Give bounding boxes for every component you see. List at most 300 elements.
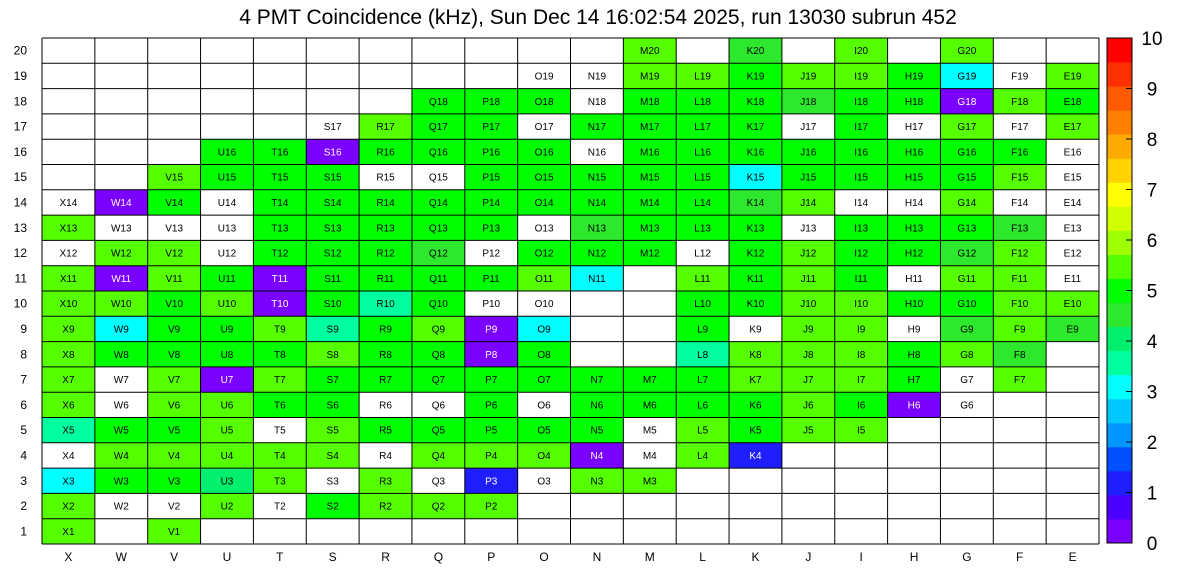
cell-label: X10 [59,299,78,311]
cell-label: I17 [854,122,869,134]
cell-label: Q8 [431,349,446,361]
x-tick-label: N [592,550,602,564]
cell-label: W7 [113,375,129,387]
cell-label: L19 [694,71,711,83]
cell-J20 [782,38,835,63]
cell-label: N16 [587,147,607,159]
cell-label: G7 [960,375,974,387]
cell-label: F11 [1011,273,1028,285]
cell-label: K17 [746,122,765,134]
cell-label: G16 [957,147,977,159]
x-tick-label: E [1068,550,1077,564]
cell-label: U12 [217,248,237,260]
cell-T17 [253,114,306,139]
cell-label: R16 [376,147,395,159]
cell-label: F16 [1011,147,1029,159]
x-tick-label: T [276,550,284,564]
cell-label: J15 [800,172,817,184]
cell-label: Q16 [428,147,448,159]
cell-label: M18 [640,96,660,108]
cell-label: V6 [168,400,181,412]
cell-label: U14 [217,197,237,209]
cell-label: J8 [803,349,814,361]
cell-label: R7 [379,375,392,387]
cell-label: N5 [590,425,604,437]
cell-H2 [888,493,941,518]
cell-label: G14 [957,197,977,209]
cell-label: T12 [271,248,289,260]
cell-label: S4 [326,450,339,462]
cell-label: K19 [746,71,765,83]
cell-label: P9 [485,324,498,336]
cell-O20 [518,38,571,63]
cell-label: T15 [271,172,289,184]
cell-label: X7 [62,375,75,387]
cell-T18 [253,89,306,114]
cell-label: I8 [857,349,866,361]
cell-label: U6 [220,400,234,412]
cell-label: L13 [694,223,711,235]
cell-label: I6 [857,400,866,412]
cell-X19 [42,63,95,88]
colorbar-segment [1107,158,1132,183]
cell-X15 [42,165,95,190]
cell-label: V7 [168,375,181,387]
cell-I4 [835,443,888,468]
cell-label: K9 [749,324,762,336]
cell-label: W13 [110,223,132,235]
colorbar-segment [1107,134,1132,159]
cell-K1 [729,519,782,544]
cell-label: U7 [220,375,234,387]
cell-W15 [95,165,148,190]
cell-label: V1 [168,526,181,538]
cell-label: P12 [482,248,501,260]
cell-label: I18 [854,96,869,108]
cell-label: S14 [323,197,342,209]
cell-label: I9 [857,324,866,336]
cell-label: K14 [746,197,765,209]
cell-label: N7 [590,375,604,387]
cell-Q20 [412,38,465,63]
cell-label: O16 [534,147,554,159]
cell-label: S16 [323,147,342,159]
cell-label: T8 [273,349,286,361]
cell-label: N14 [587,197,607,209]
cell-label: X9 [62,324,75,336]
cell-U17 [201,114,254,139]
cell-label: Q9 [431,324,446,336]
cell-label: F19 [1011,71,1029,83]
cell-X16 [42,139,95,164]
cell-label: V13 [165,223,184,235]
cell-label: G18 [957,96,977,108]
x-tick-label: F [1016,550,1024,564]
cell-L1 [676,519,729,544]
cell-label: S9 [326,324,339,336]
cell-X17 [42,114,95,139]
x-tick-label: M [644,550,655,564]
colorbar-tick-label: 4 [1146,332,1158,353]
cell-H1 [888,519,941,544]
cell-label: K15 [746,172,765,184]
cell-label: X4 [62,450,75,462]
cell-label: W12 [110,248,132,260]
cell-label: Q18 [428,96,448,108]
colorbar-segment [1107,495,1132,520]
y-tick-label: 2 [20,499,27,514]
cell-label: L15 [694,172,711,184]
cell-label: S13 [323,223,342,235]
cell-label: O7 [537,375,551,387]
cell-label: H17 [904,122,924,134]
cell-label: J14 [800,197,817,209]
cell-H20 [888,38,941,63]
cell-label: L11 [694,273,711,285]
cell-I3 [835,468,888,493]
cell-label: W3 [113,476,129,488]
cell-label: M12 [640,248,660,260]
cell-G4 [940,443,993,468]
cell-label: X13 [59,223,78,235]
cell-label: V12 [165,248,184,260]
chart-title: 4 PMT Coincidence (kHz), Sun Dec 14 16:02:54 2025, run 13030 subrun 452 [239,6,957,29]
cell-label: U2 [220,501,234,513]
cell-label: H11 [905,273,923,285]
colorbar-segment [1107,182,1132,207]
cell-label: G10 [957,299,977,311]
cell-label: R2 [379,501,392,513]
cell-label: P17 [482,122,501,134]
cell-W1 [95,519,148,544]
cell-label: K5 [749,425,762,437]
colorbar-tick-label: 0 [1146,534,1158,555]
cell-M11 [623,266,676,291]
cell-label: M17 [640,122,660,134]
cell-label: Q11 [429,273,448,285]
cell-label: L10 [694,299,711,311]
cell-label: N3 [590,476,604,488]
cell-label: H10 [904,299,924,311]
cell-label: P15 [482,172,501,184]
cell-label: W14 [110,197,132,209]
y-tick-label: 7 [20,372,27,387]
colorbar-segment [1107,471,1132,496]
cell-label: F8 [1013,349,1026,361]
colorbar-tick-label: 9 [1146,79,1158,101]
cell-G1 [940,519,993,544]
cell-U20 [201,38,254,63]
cell-label: J19 [800,71,817,83]
y-tick-label: 15 [13,170,27,185]
cell-label: O19 [534,71,554,83]
cell-label: U11 [218,273,236,285]
cell-label: L14 [694,197,711,209]
cell-label: K13 [746,223,765,235]
y-tick-label: 5 [20,423,27,438]
cell-label: X12 [59,248,78,260]
cell-label: E19 [1063,71,1082,83]
cell-N9 [571,316,624,341]
cell-label: H9 [907,324,921,336]
cell-S1 [306,519,359,544]
cell-label: T10 [271,299,289,311]
cell-V16 [148,139,201,164]
cell-label: Q3 [431,476,446,488]
cell-E6 [1046,392,1099,417]
cell-label: S11 [324,273,342,285]
colorbar-tick-label: 3 [1146,382,1158,404]
cell-label: Q7 [431,375,446,387]
cell-F2 [993,493,1046,518]
cell-label: R12 [376,248,395,260]
y-tick-label: 1 [20,524,27,539]
cell-S20 [306,38,359,63]
colorbar-segment [1107,38,1132,63]
cell-G2 [940,493,993,518]
cell-E8 [1046,342,1099,367]
x-tick-label: W [115,550,127,564]
cell-label: I15 [854,172,869,184]
cell-label: O4 [537,450,551,462]
x-tick-label: L [699,550,706,564]
y-tick-label: 14 [13,195,27,210]
x-tick-label: R [381,550,390,564]
x-tick-label: K [751,550,760,564]
cell-label: O15 [534,172,554,184]
cell-E7 [1046,367,1099,392]
cell-label: U4 [220,450,234,462]
cell-H5 [888,418,941,443]
cell-label: E18 [1063,96,1082,108]
cell-E3 [1046,468,1099,493]
cell-label: G17 [957,122,977,134]
cell-label: Q5 [431,425,446,437]
cell-label: F10 [1011,299,1029,311]
cell-label: X8 [62,349,75,361]
cell-label: L5 [697,425,709,437]
y-tick-label: 9 [20,321,27,336]
cell-label: W6 [113,400,129,412]
y-tick-label: 11 [14,271,27,286]
colorbar-segment [1107,206,1132,231]
cell-label: V8 [168,349,181,361]
cell-P1 [465,519,518,544]
cell-label: R11 [376,273,395,285]
cell-label: H18 [904,96,924,108]
cell-L2 [676,493,729,518]
cell-label: P11 [482,273,500,285]
cell-label: F7 [1013,375,1026,387]
cell-label: N19 [587,71,607,83]
cell-label: K4 [749,450,762,462]
cell-J4 [782,443,835,468]
cell-label: M19 [640,71,660,83]
x-tick-label: H [909,550,919,564]
cell-label: P18 [482,96,501,108]
cell-label: G11 [957,273,976,285]
colorbar-segment [1107,399,1132,424]
y-tick-label: 17 [13,119,27,134]
cell-label: I7 [857,375,866,387]
cell-E20 [1046,38,1099,63]
colorbar-segment [1107,327,1132,352]
cell-label: M16 [640,147,660,159]
cell-V18 [148,89,201,114]
cell-label: R4 [379,450,392,462]
cell-W18 [95,89,148,114]
cell-label: E12 [1063,248,1082,260]
cell-label: J5 [803,425,814,437]
cell-label: H13 [904,223,924,235]
cell-label: H12 [904,248,924,260]
cell-label: K20 [746,46,765,58]
cell-label: Q14 [428,197,448,209]
cell-N8 [571,342,624,367]
cell-F6 [993,392,1046,417]
cell-label: U15 [217,172,237,184]
cell-X18 [42,89,95,114]
cell-label: R3 [379,476,392,488]
cell-P19 [465,63,518,88]
cell-S18 [306,89,359,114]
colorbar-tick-label: 2 [1146,433,1158,454]
cell-label: E13 [1063,223,1082,235]
y-tick-label: 4 [20,448,27,463]
cell-label: V11 [165,273,183,285]
colorbar-tick-label: 10 [1141,29,1163,50]
cell-label: N15 [587,172,607,184]
cell-label: L17 [694,122,711,134]
cell-label: M15 [640,172,660,184]
y-tick-label: 18 [13,94,27,109]
cell-label: P8 [485,349,498,361]
colorbar-segment [1107,62,1132,87]
cell-label: L12 [694,248,711,260]
cell-S19 [306,63,359,88]
cell-N1 [571,519,624,544]
cell-label: N12 [587,248,607,260]
cell-label: T3 [273,476,286,488]
cell-V17 [148,114,201,139]
cell-W19 [95,63,148,88]
cell-label: G20 [957,46,977,58]
cell-label: P13 [482,223,501,235]
cell-label: W8 [113,349,129,361]
cell-label: X11 [59,273,77,285]
cell-F5 [993,418,1046,443]
cell-label: J6 [803,400,814,412]
cell-label: X14 [59,197,78,209]
cell-label: V9 [168,324,181,336]
cell-label: L7 [697,375,709,387]
cell-F3 [993,468,1046,493]
cell-U18 [201,89,254,114]
cell-label: X1 [62,526,75,538]
cell-label: E10 [1063,299,1082,311]
cell-L20 [676,38,729,63]
cell-label: P6 [485,400,498,412]
x-tick-label: X [64,550,73,564]
cell-label: S3 [326,476,339,488]
cell-label: K6 [749,400,762,412]
cell-label: G13 [957,223,977,235]
cell-label: I12 [854,248,869,260]
cell-label: S8 [326,349,339,361]
colorbar-tick-label: 1 [1146,483,1158,505]
cell-label: G12 [957,248,977,260]
cell-label: I20 [854,46,869,58]
cell-label: P2 [485,501,498,513]
y-tick-label: 12 [13,246,27,261]
cell-label: F17 [1011,122,1029,134]
cell-label: I5 [857,425,866,437]
y-tick-label: 6 [20,397,27,412]
cell-K3 [729,468,782,493]
cell-label: R8 [379,349,392,361]
cell-label: I13 [854,223,869,235]
cell-label: J12 [800,248,817,260]
x-tick-label: O [539,550,549,564]
cell-label: X5 [62,425,75,437]
cell-label: Q17 [428,122,448,134]
colorbar-segment [1107,447,1132,472]
cell-label: W11 [111,273,132,285]
cell-label: J17 [800,122,817,134]
cell-label: E17 [1063,122,1082,134]
cell-T20 [253,38,306,63]
colorbar-segment [1107,423,1132,448]
cell-label: T5 [273,425,286,437]
cell-label: E9 [1066,324,1079,336]
cell-label: S17 [323,122,342,134]
cell-E1 [1046,519,1099,544]
cell-label: V4 [168,450,181,462]
cell-R18 [359,89,412,114]
cell-label: J16 [800,147,817,159]
cell-label: K16 [746,147,765,159]
cell-label: M3 [642,476,657,488]
cell-label: Q6 [431,400,446,412]
cell-label: Q13 [428,223,448,235]
cell-U19 [201,63,254,88]
cell-label: J11 [800,273,817,285]
cell-label: M7 [642,375,657,387]
cell-label: J9 [803,324,814,336]
cell-label: R13 [376,223,395,235]
x-tick-label: I [859,550,863,564]
cell-M8 [623,342,676,367]
cell-label: Q2 [431,501,446,513]
cell-label: N18 [587,96,607,108]
cell-label: K8 [749,349,762,361]
colorbar-tick-label: 7 [1146,180,1158,202]
cell-label: L18 [694,96,711,108]
cell-label: W9 [113,324,129,336]
x-tick-label: U [222,550,232,564]
cell-label: T7 [273,375,286,387]
cell-label: X3 [62,476,75,488]
cell-G3 [940,468,993,493]
cell-label: K18 [746,96,765,108]
cell-label: L4 [697,450,709,462]
cell-O2 [518,493,571,518]
cell-label: W5 [113,425,129,437]
cell-label: O18 [534,96,554,108]
cell-label: R6 [379,400,392,412]
cell-label: H7 [907,375,921,387]
cell-label: T11 [271,273,289,285]
